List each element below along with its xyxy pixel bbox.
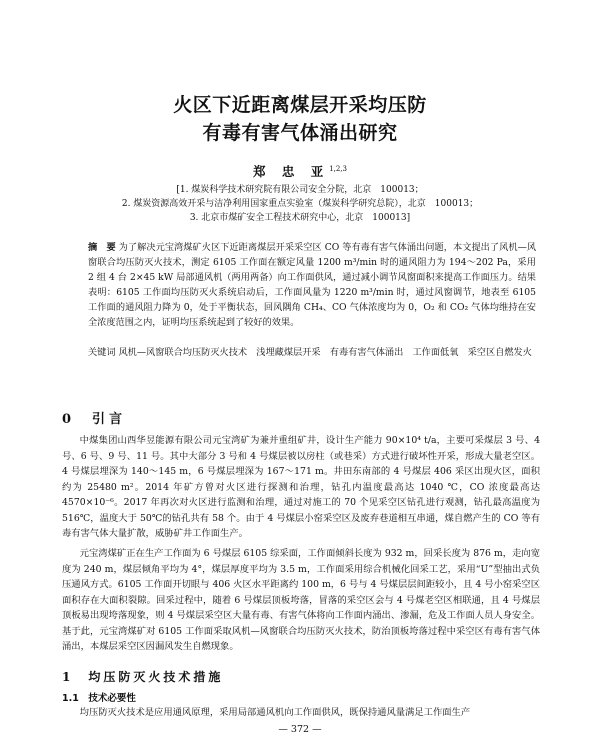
keywords	[88, 345, 536, 360]
keywords-label: 关键词	[88, 347, 116, 358]
section-heading-introduction: 0 引言	[62, 412, 127, 427]
subsection-heading-1-1: 1.1 技术必要性	[62, 693, 136, 704]
affiliation-1: [1. 煤炭科学技术研究院有限公司安全分院，北京 100013；	[176, 185, 424, 195]
intro-paragraph-2: 元宝湾煤矿正在生产工作面为 6 号煤层 6105 综采面，工作面倾斜长度为 932 m，回采长度为 876 m，走向宽度为 240 m，煤层倾角平均为 4°，煤层厚度平均为 3.5 m，工作面采用综合机械化回采工艺，采用“U”型抽出式负压通风方式。6105 工作面开切眼与 406 火区水平距离约 100 m，6 号与 4 号煤层层间距较小，且 4 号小窑采空区面积存在大面积裂隙。回采过程中，随着 6 号煤层顶板垮落，冒落的采空区会与 4 号煤老空区相联通，且 4 号煤层顶板易出现垮落现象，则 4 号煤层采空区大量有毒、有害气体将向工作面内涌出、渗漏，危及工作面人员人身安全。基于此，元宝湾煤矿对 6105 工作面采取风机—风窗联合均压防灭火技术，防治顶板垮落过程中采空区有毒有害气体涌出，本煤层采空区因漏风发生自燃现象。	[62, 548, 540, 652]
paper-title-line-2: 有毒有害气体涌出研究	[202, 122, 398, 144]
page-number: — 372 —	[0, 724, 600, 735]
author-name: 郑 忠 亚	[252, 164, 330, 179]
section-heading-1: 1 均压防灭火技术措施	[62, 670, 224, 684]
paper-title-line-1: 火区下近距离煤层开采均压防	[173, 94, 427, 116]
abstract-label: 摘 要	[88, 242, 116, 253]
abstract-text: 为了解决元宝湾煤矿火区下近距离煤层开采采空区 CO 等有毒有害气体涌出问题，本文提出了风机—风窗联合均压防灭火技术，测定 6105 工作面在额定风量 1200 m³/min 时的通风阻力为 194～202 Pa，采用 2 组 4 台 2×45 kW 局部通风机（两用两备）向工作面供风，通过减小调节风窗面积来提高工作面压力。结果表明：6105 工作面均压防灭火系统启动后，工作面风量为 1220 m³/min 时，通过风窗调节，地表至 6105 工作面的通风阻力降为 0，处于平衡状态，回风隅角 CH₄、CO 气体浓度均为 0，O₂ 和 CO₂ 气体均维持在安全浓度范围之内，证明均压系统起到了较好的效果。	[88, 242, 537, 328]
affiliation-2: 2. 煤炭资源高效开采与洁净利用国家重点实验室（煤炭科学研究总院），北京 100013；	[121, 199, 479, 209]
section-1-paragraph-1: 均压防灭火技术是应用通风原理，采用局部通风机向工作面供风，既保持通风量满足工作面生产	[79, 707, 471, 718]
author-affiliation-marks: 1,2,3	[329, 164, 348, 173]
author	[0, 162, 600, 180]
affiliation-3: 3. 北京市煤矿安全工程技术研究中心，北京 100013]	[189, 213, 411, 223]
abstract	[88, 240, 536, 330]
keywords-text: 风机—风窗联合均压防灭火技术 浅埋藏煤层开采 有毒有害气体涌出 工作面低氧 采空区自燃发火	[118, 347, 532, 358]
intro-paragraph-1: 中煤集团山西华昱能源有限公司元宝湾矿为兼并重组矿井，设计生产能力 90×10⁴ t/a，主要可采煤层 3 号、4 号、6 号、9 号、11 号。其中大部分 3 号和 4 号煤层被以房柱（或巷采）方式进行破坏性开采，形成大量老空区。4 号煤层埋深为 140～145 m，6 号煤层埋深为 167～171 m。井田东南部的 4 号煤层 406 采区出现火区，面积约为 25480 m²。2014 年矿方曾对火区进行探测和治理，钻孔内温度最高达 1040 ℃，CO 浓度最高达 4570×10⁻⁶。2017 年再次对火区进行监测和治理，通过对施工的 70 个见采空区钻孔进行观测，钻孔最高温度为 516℃，温度大于 50℃的钻孔共有 58 个。由于 4 号煤层小窑采空区及废弃巷道相互串通，煤自燃产生的 CO 等有毒有害气体大量扩散，威胁矿井工作面生产。	[62, 435, 540, 539]
